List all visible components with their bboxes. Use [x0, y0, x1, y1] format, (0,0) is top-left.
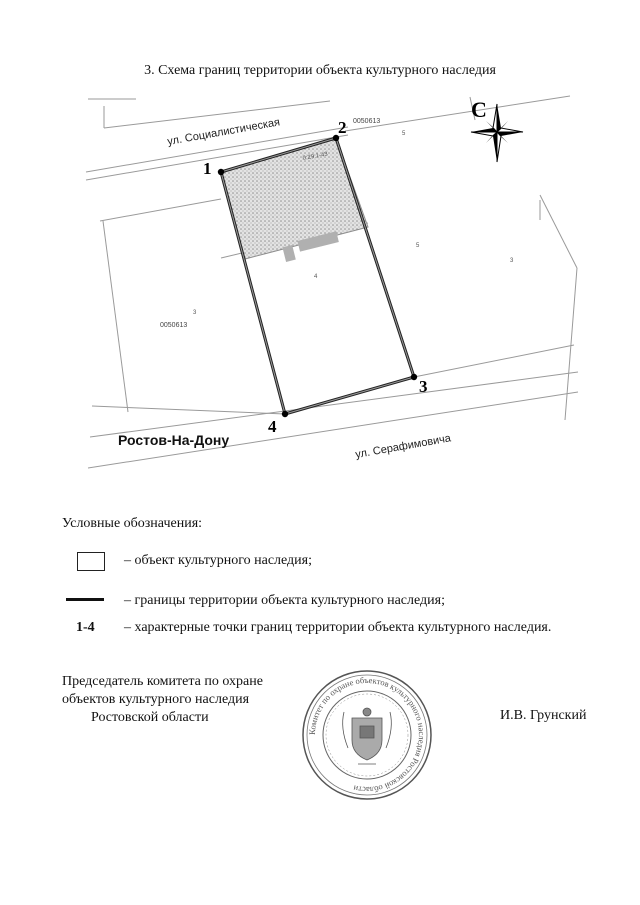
signature-line-1: Председатель комитета по охране — [62, 674, 263, 689]
point-label-1: 1 — [203, 159, 212, 178]
seal-ring-text: Комитет по охране объектов культурного наследия Ростовской области — [306, 674, 428, 796]
legend-symbol-boundary — [66, 598, 104, 601]
signatory-name: И.В. Грунский — [500, 708, 587, 723]
city-name: Ростов-На-Дону — [118, 432, 230, 448]
legend-symbol-points: 1-4 — [76, 620, 95, 635]
parcel-code-building: 0:29:1-43 — [302, 151, 329, 162]
coat-of-arms-icon — [343, 708, 392, 764]
parcel-code-top: 0050613 — [353, 118, 381, 125]
legend-item-points: – характерные точки границ территории объекта культурного наследия. — [124, 620, 552, 635]
compass-north-letter: С — [471, 97, 487, 122]
point-label-3: 3 — [419, 377, 428, 396]
street-south: ул. Серафимовича — [354, 432, 452, 461]
boundary-point-3 — [411, 374, 417, 380]
small-number-b: 5 — [416, 243, 420, 249]
parcel-code-left: 0050613 — [160, 322, 188, 329]
signature-line-2: объектов культурного наследия — [62, 692, 250, 707]
page-title: 3. Схема границ территории объекта культурного наследия — [144, 63, 496, 78]
official-seal — [300, 668, 434, 802]
legend-heading: Условные обозначения: — [62, 516, 203, 531]
small-number-c: 3 — [510, 258, 514, 264]
small-number-a: 5 — [402, 131, 406, 137]
signature-line-3: Ростовской области — [91, 710, 209, 725]
point-label-2: 2 — [338, 118, 347, 137]
building-annex-small — [282, 245, 295, 262]
scheme-map — [0, 88, 640, 488]
small-number-d: 4 — [314, 274, 318, 280]
small-number-e: 3 — [193, 310, 197, 316]
boundary-point-4 — [282, 411, 288, 417]
signature-position — [62, 673, 263, 727]
street-north: ул. Социалистическая — [166, 116, 281, 148]
point-label-4: 4 — [268, 417, 277, 436]
legend-item-boundary: – границы территории объекта культурного наследия; — [124, 593, 445, 608]
boundary-point-1 — [218, 169, 224, 175]
legend-item-object: – объект культурного наследия; — [124, 553, 312, 568]
heritage-object-area — [221, 138, 368, 259]
legend-symbol-object — [77, 552, 105, 571]
